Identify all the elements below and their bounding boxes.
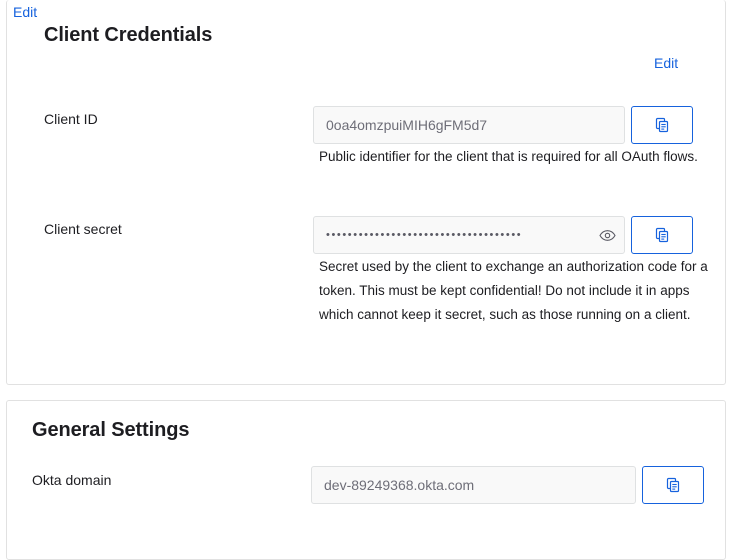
general-settings-card [6,400,726,560]
general-settings-header [7,401,725,465]
client-secret-help-text: Secret used by the client to exchange an authorization code for a token. This must be kept confidential! Do not include it in apps which cannot keep it secret, such as those running on a client. [319,259,708,322]
okta-domain-label: Okta domain [32,472,112,488]
okta-domain-input-group [311,466,704,504]
client-credentials-card [6,0,726,385]
page-title: Client Credentials [44,24,213,46]
client-id-label: Client ID [44,111,98,127]
client-id-help-text: Public identifier for the client that is required for all OAuth flows. [319,149,698,164]
client-secret-input-group [313,216,693,254]
client-id-input[interactable]: 0oa4omzpuiMIH6gFM5d7 [313,106,625,144]
client-id-input-group [313,106,693,144]
okta-domain-input[interactable]: dev-89249368.okta.com [311,466,636,504]
client-credentials-header [7,0,725,71]
copy-client-secret-button[interactable] [631,216,693,254]
copy-icon [654,227,670,243]
copy-client-id-button[interactable] [631,106,693,144]
client-secret-masked-value: •••••••••••••••••••••••••••••••••••• [326,229,523,241]
general-settings-title: General Settings [32,419,190,441]
client-secret-input[interactable] [313,216,625,254]
copy-icon [665,477,681,493]
eye-icon[interactable] [598,226,616,244]
edit-general-settings-button[interactable]: Edit [13,4,38,20]
copy-icon [654,117,670,133]
client-secret-label: Client secret [44,221,122,237]
copy-okta-domain-button[interactable] [642,466,704,504]
edit-client-credentials-button[interactable]: Edit [654,55,679,71]
